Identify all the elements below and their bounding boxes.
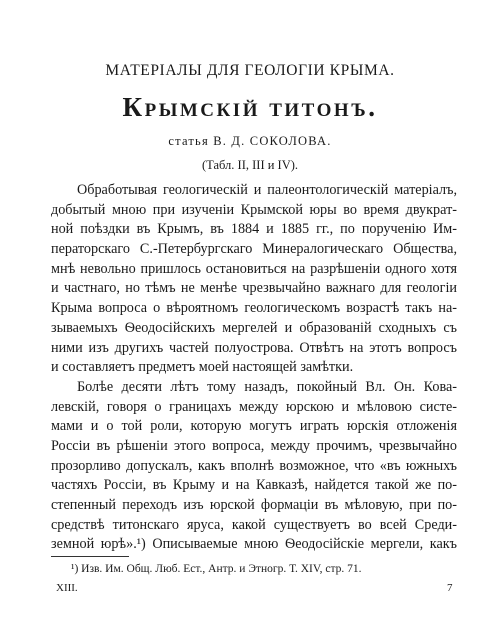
text-line: ператорскаго С.-Петербургскаго Минералогическаго Общества, bbox=[51, 241, 457, 258]
text-line: мнѣ невольно пришлось остановиться на разрѣшеніи одного хотя bbox=[51, 260, 457, 277]
footnote-divider bbox=[51, 556, 129, 557]
text-line: добытый мною при изученіи Крымской юры во время двукрат- bbox=[51, 201, 457, 218]
text-line: средствѣ титонскаго яруса, какой существуетъ во всей Среди- bbox=[51, 516, 457, 533]
text-line: зываемыхъ Ѳеодосійскихъ мергелей и образованій сходныхъ съ bbox=[51, 319, 457, 336]
text-line: и составляетъ предметъ моей настоящей замѣтки. bbox=[51, 359, 354, 376]
text-line: ними изъ другихъ частей полуострова. Отвѣтъ на этотъ вопросъ bbox=[51, 339, 457, 356]
plates-reference: (Табл. II, III и IV). bbox=[201, 158, 299, 172]
text-line: земной юрѣ».¹) Описываемые мною Ѳеодосійскіе мергели, какъ bbox=[51, 536, 457, 553]
text-line: мами и о той роли, которую могутъ играть юрскія отложенія bbox=[51, 418, 457, 435]
text-line: частяхъ Россіи, въ Крыму и на Кавказѣ, найдется такой же по- bbox=[51, 477, 457, 494]
text-line: и частнаго, но тѣмъ не менѣе чрезвычайно важнаго для геологіи bbox=[51, 280, 457, 297]
page-number: 7 bbox=[447, 582, 453, 594]
author-line: статья В. Д. СОКОЛОВА. bbox=[168, 134, 332, 148]
text-line: Болѣе десяти лѣтъ тому назадъ, покойный Вл. Он. Кова- bbox=[77, 378, 457, 395]
text-line: степенный переходъ изъ юрской формаціи въ мѣловую, при по- bbox=[51, 497, 457, 513]
main-title: Крымскій титонъ. bbox=[122, 92, 378, 122]
footnote: ¹) Изв. Им. Общ. Люб. Ест., Антр. и Этногр. Т. XIV, стр. 71. bbox=[71, 563, 362, 575]
text-line: Обработывая геологическій и палеонтологическій матеріалъ, bbox=[77, 182, 457, 198]
signature-mark: XIII. bbox=[56, 582, 78, 594]
text-line: прозорливо допускалъ, какъ вполнѣ возможное, что «въ южныхъ bbox=[51, 457, 457, 474]
text-line: ной поѣздки въ Крымъ, въ 1884 и 1885 гг., по порученію Им- bbox=[51, 221, 457, 238]
text-line: Крыма вопроса о вѣроятномъ геологическомъ возрастѣ такъ на- bbox=[51, 300, 457, 317]
text-line: левскій, говоря о границахъ между юрскою и мѣловою систе- bbox=[51, 398, 457, 415]
body-text bbox=[51, 181, 457, 555]
text-line: Россіи въ рѣшеніи этого вопроса, между прочимъ, чрезвычайно bbox=[51, 437, 457, 454]
series-title: МАТЕРІАЛЫ ДЛЯ ГЕОЛОГІИ КРЫМА. bbox=[105, 62, 395, 79]
